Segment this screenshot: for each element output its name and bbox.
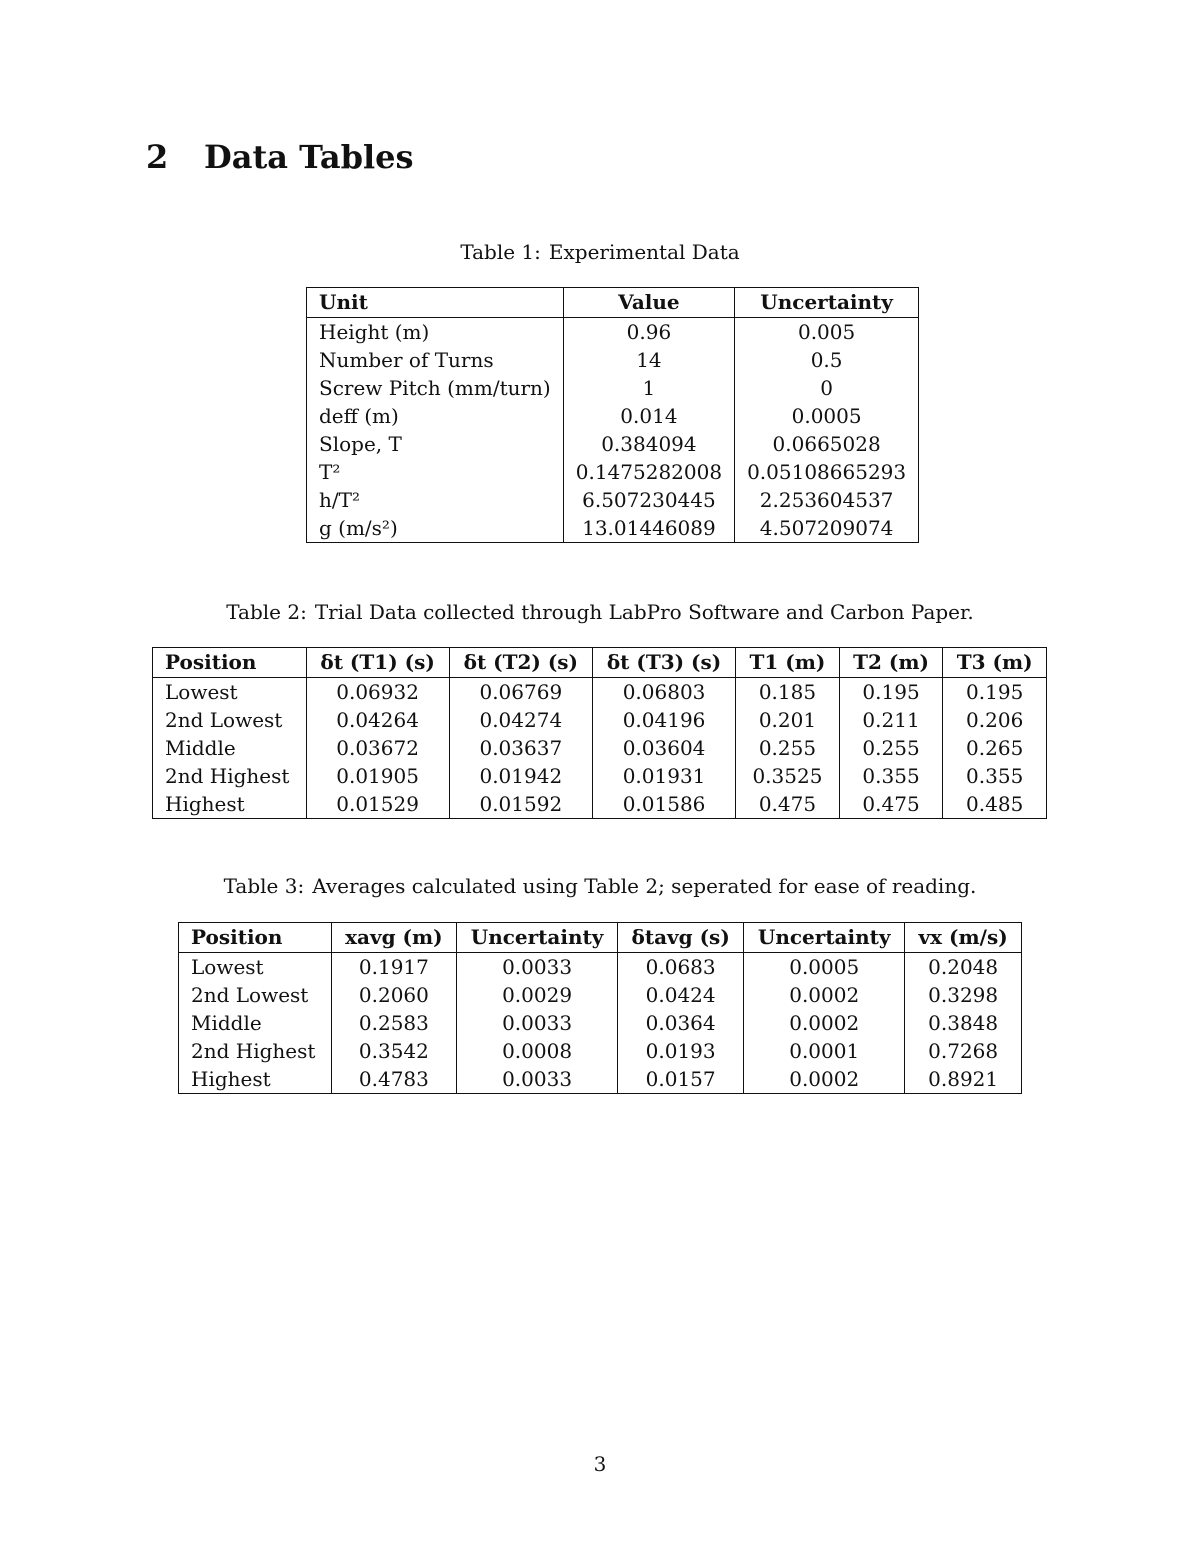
table-cell: 0.01592 — [449, 790, 592, 819]
section-title: Data Tables — [204, 138, 414, 176]
table-row — [307, 514, 919, 543]
table-cell: 0.485 — [943, 790, 1047, 819]
table-cell: Middle — [179, 1009, 332, 1037]
table-cell: 0.3525 — [736, 762, 840, 790]
table-row — [307, 318, 919, 347]
table-row — [307, 374, 919, 402]
table1-caption-label: Table 1: — [460, 240, 541, 264]
table-cell: 0.01931 — [592, 762, 735, 790]
column-header-vx: vx (m/s) — [905, 923, 1022, 953]
table1-caption — [0, 240, 1200, 264]
table-cell: Highest — [179, 1065, 332, 1094]
table-cell: 0.0193 — [618, 1037, 744, 1065]
table-header-row — [153, 648, 1047, 678]
table-cell: Highest — [153, 790, 307, 819]
table-cell: 0.8921 — [905, 1065, 1022, 1094]
table-cell: 0.005 — [735, 318, 919, 347]
table-cell: Screw Pitch (mm/turn) — [307, 374, 564, 402]
table1-caption-text: Experimental Data — [548, 240, 740, 264]
table-cell: 0.265 — [943, 734, 1047, 762]
table-cell: 0.04196 — [592, 706, 735, 734]
table-cell: 0.0033 — [457, 953, 618, 982]
table-cell: 0.06932 — [306, 678, 449, 707]
table-cell: 1 — [563, 374, 734, 402]
table-cell: Middle — [153, 734, 307, 762]
table-cell: 0.2583 — [331, 1009, 456, 1037]
table-cell: 0 — [735, 374, 919, 402]
table3-caption-label: Table 3: — [223, 874, 305, 898]
table-cell: 0.7268 — [905, 1037, 1022, 1065]
table-cell: 0.01942 — [449, 762, 592, 790]
table-cell: 0.2048 — [905, 953, 1022, 982]
table-cell: 0.01905 — [306, 762, 449, 790]
table-cell: 0.03637 — [449, 734, 592, 762]
table-cell: 0.0157 — [618, 1065, 744, 1094]
table-cell: 0.06803 — [592, 678, 735, 707]
table-cell: 0.0029 — [457, 981, 618, 1009]
table-header-row — [179, 923, 1022, 953]
section-number: 2 — [146, 138, 169, 176]
table-cell: deff (m) — [307, 402, 564, 430]
table-cell: Slope, T — [307, 430, 564, 458]
table-cell: 0.96 — [563, 318, 734, 347]
table-row — [307, 486, 919, 514]
column-header-dtavg: δtavg (s) — [618, 923, 744, 953]
table-row — [307, 346, 919, 374]
table-cell: 0.0001 — [744, 1037, 905, 1065]
column-header-dt-t1: δt (T1) (s) — [306, 648, 449, 678]
table-cell: 0.04274 — [449, 706, 592, 734]
table-cell: 0.3542 — [331, 1037, 456, 1065]
table-cell: 0.0683 — [618, 953, 744, 982]
table-cell: 4.507209074 — [735, 514, 919, 543]
table-cell: 0.211 — [839, 706, 943, 734]
table-cell: 2.253604537 — [735, 486, 919, 514]
table-cell: 0.014 — [563, 402, 734, 430]
table-row — [307, 402, 919, 430]
column-header-t1: T1 (m) — [736, 648, 840, 678]
table-header-row — [307, 288, 919, 318]
table-cell: 2nd Lowest — [179, 981, 332, 1009]
table-row — [153, 762, 1047, 790]
table-cell: h/T² — [307, 486, 564, 514]
table-cell: Lowest — [179, 953, 332, 982]
table2-trial-data — [152, 647, 1047, 819]
table1-body — [307, 318, 919, 543]
table-cell: 0.0005 — [744, 953, 905, 982]
table-cell: 0.06769 — [449, 678, 592, 707]
table-cell: 13.01446089 — [563, 514, 734, 543]
table-cell: 0.355 — [943, 762, 1047, 790]
column-header-xavg: xavg (m) — [331, 923, 456, 953]
table-cell: 0.0002 — [744, 1009, 905, 1037]
column-header-uncertainty-t: Uncertainty — [744, 923, 905, 953]
table-cell: 0.3848 — [905, 1009, 1022, 1037]
page-number: 3 — [593, 1452, 607, 1476]
table-row — [179, 1037, 1022, 1065]
table-cell: 0.1917 — [331, 953, 456, 982]
table-cell: 0.03604 — [592, 734, 735, 762]
table-row — [307, 458, 919, 486]
table-cell: g (m/s²) — [307, 514, 564, 543]
table-cell: 2nd Lowest — [153, 706, 307, 734]
column-header-uncertainty: Uncertainty — [735, 288, 919, 318]
column-header-dt-t2: δt (T2) (s) — [449, 648, 592, 678]
table-cell: 0.1475282008 — [563, 458, 734, 486]
table-cell: 0.0665028 — [735, 430, 919, 458]
table-cell: 0.0002 — [744, 1065, 905, 1094]
table2-caption-text: Trial Data collected through LabPro Software and Carbon Paper. — [314, 600, 974, 624]
table-cell: 2nd Highest — [179, 1037, 332, 1065]
table3-averages — [178, 922, 1022, 1094]
column-header-unit: Unit — [307, 288, 564, 318]
column-header-value: Value — [563, 288, 734, 318]
table-cell: 0.255 — [839, 734, 943, 762]
table-row — [179, 981, 1022, 1009]
table-cell: 0.195 — [943, 678, 1047, 707]
table-cell: Number of Turns — [307, 346, 564, 374]
table-cell: 0.201 — [736, 706, 840, 734]
table-cell: 0.04264 — [306, 706, 449, 734]
column-header-t2: T2 (m) — [839, 648, 943, 678]
table2-caption — [0, 600, 1200, 624]
table-cell: 14 — [563, 346, 734, 374]
table2-caption-label: Table 2: — [226, 600, 307, 624]
table-cell: 2nd Highest — [153, 762, 307, 790]
table-row — [153, 706, 1047, 734]
table3-caption-text: Averages calculated using Table 2; seperated for ease of reading. — [312, 874, 977, 898]
table-cell: 0.0364 — [618, 1009, 744, 1037]
table-cell: 0.0002 — [744, 981, 905, 1009]
table-row — [179, 1065, 1022, 1094]
table-cell: 0.0033 — [457, 1065, 618, 1094]
table-cell: 0.05108665293 — [735, 458, 919, 486]
table-cell: Lowest — [153, 678, 307, 707]
column-header-uncertainty-x: Uncertainty — [457, 923, 618, 953]
table-cell: 0.4783 — [331, 1065, 456, 1094]
table-cell: 0.2060 — [331, 981, 456, 1009]
table3-body — [179, 953, 1022, 1094]
section-heading — [146, 138, 414, 176]
table1-experimental-data — [306, 287, 919, 543]
column-header-position: Position — [179, 923, 332, 953]
table-cell: T² — [307, 458, 564, 486]
table-cell: 0.0008 — [457, 1037, 618, 1065]
table-row — [179, 1009, 1022, 1037]
table-cell: 0.185 — [736, 678, 840, 707]
column-header-dt-t3: δt (T3) (s) — [592, 648, 735, 678]
table-row — [153, 790, 1047, 819]
table-cell: 0.5 — [735, 346, 919, 374]
table-cell: 0.01586 — [592, 790, 735, 819]
table-cell: 0.0033 — [457, 1009, 618, 1037]
table-cell: 0.03672 — [306, 734, 449, 762]
table-cell: 0.206 — [943, 706, 1047, 734]
table-cell: 0.0424 — [618, 981, 744, 1009]
table-cell: 0.475 — [736, 790, 840, 819]
table-cell: 0.475 — [839, 790, 943, 819]
table-cell: 0.01529 — [306, 790, 449, 819]
table-row — [179, 953, 1022, 982]
table-row — [153, 678, 1047, 707]
column-header-position: Position — [153, 648, 307, 678]
table3-caption — [0, 874, 1200, 898]
table-cell: 0.384094 — [563, 430, 734, 458]
table-row — [153, 734, 1047, 762]
table-row — [307, 430, 919, 458]
table2-body — [153, 678, 1047, 819]
table-cell: 0.3298 — [905, 981, 1022, 1009]
column-header-t3: T3 (m) — [943, 648, 1047, 678]
table-cell: 6.507230445 — [563, 486, 734, 514]
table-cell: Height (m) — [307, 318, 564, 347]
table-cell: 0.355 — [839, 762, 943, 790]
table-cell: 0.0005 — [735, 402, 919, 430]
table-cell: 0.255 — [736, 734, 840, 762]
table-cell: 0.195 — [839, 678, 943, 707]
